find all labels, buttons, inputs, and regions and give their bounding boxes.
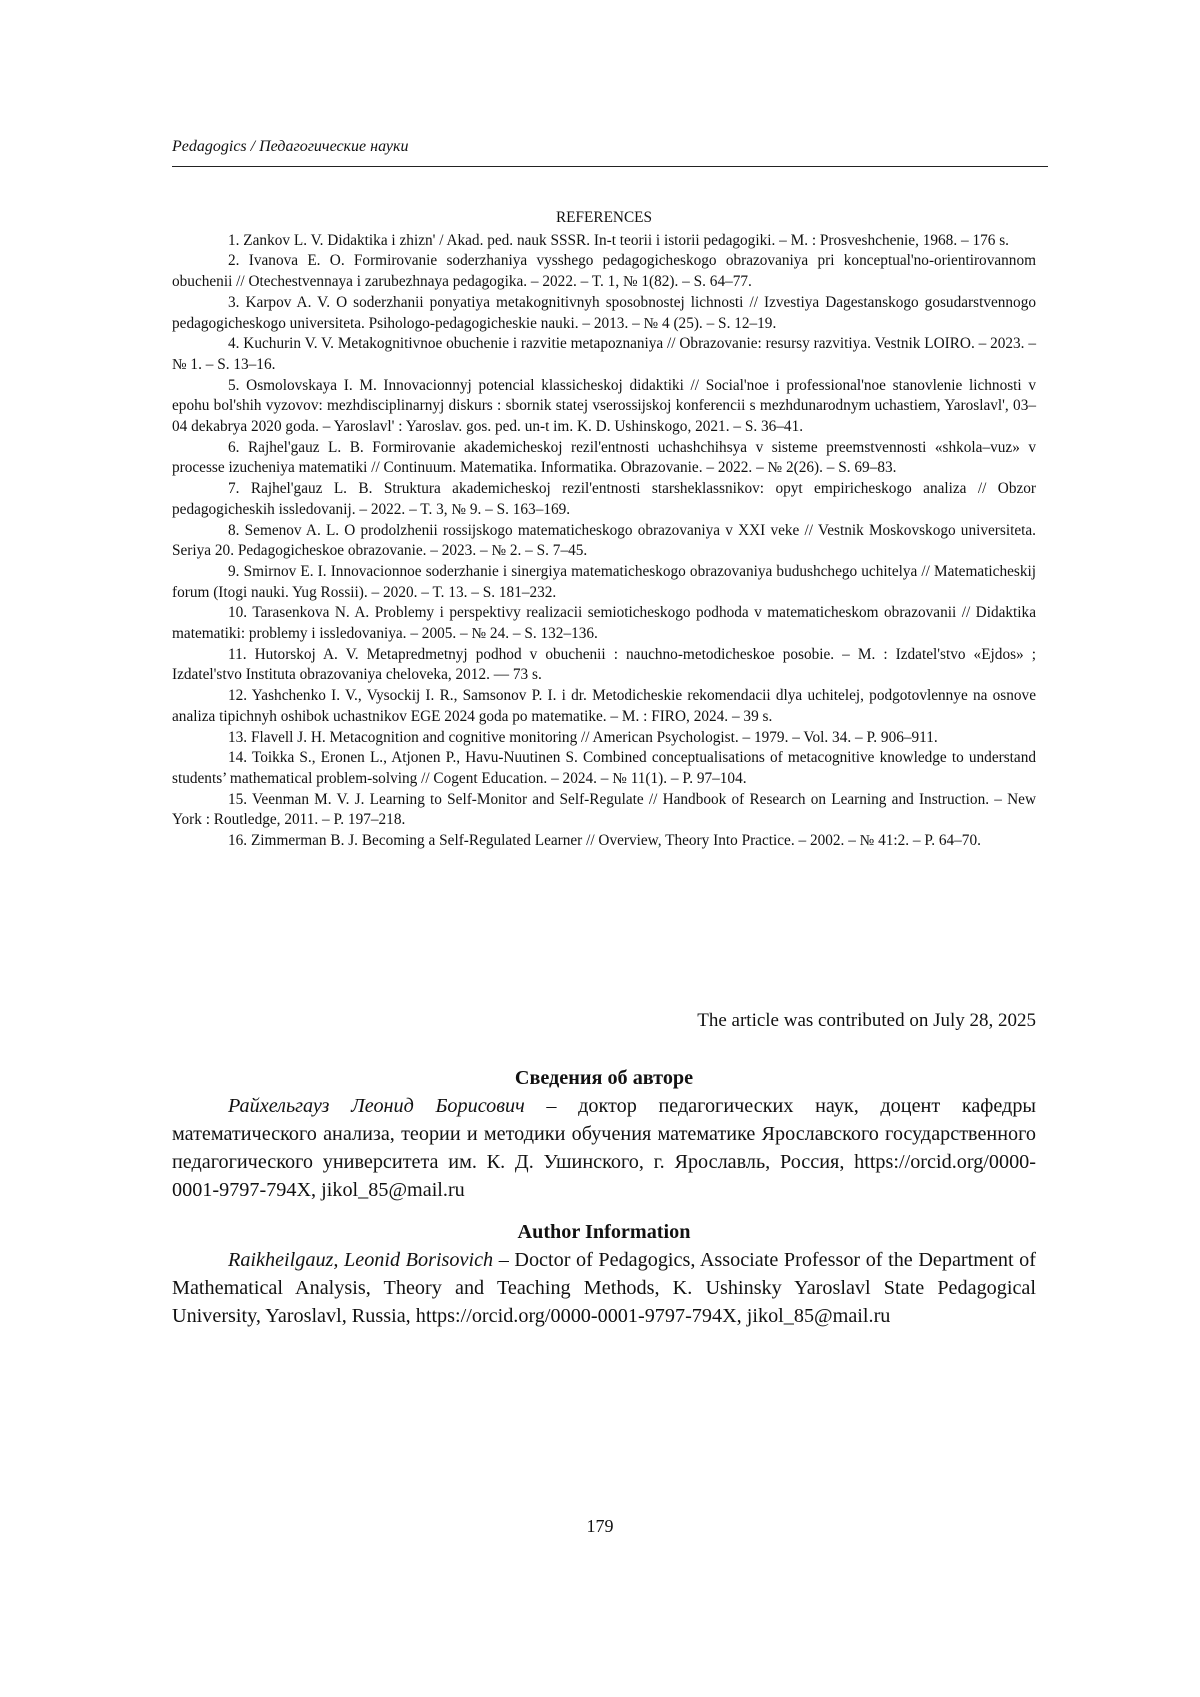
author-name-ru: Райхельгауз Леонид Борисович [228,1095,525,1117]
received-note: The article was contributed on July 28, 2025 [697,1010,1036,1031]
reference-item: 8. Semenov A. L. O prodolzhenii rossijskogo matematicheskogo obrazovaniya v XXI veke // Vestnik Moskovskogo universiteta. Seriya 20. Pedagogicheskoe obrazovanie. – 2023. – № 2. – S. 7–45. [172,521,1036,560]
reference-item: 11. Hutorskoj A. V. Metapredmetnyj podhod v obuchenii : nauchno-metodicheskoe posobie. – M. : Izdatel'stvo «Ejdos» ; Izdatel'stvo Instituta obrazovaniya cheloveka, 2012. — 73 s. [172,645,1036,684]
header-rule [172,166,1048,167]
author-name-en: Raikheilgauz, Leonid Borisovich [228,1249,494,1271]
reference-item: 2. Ivanova E. O. Formirovanie soderzhaniya vysshego pedagogicheskogo obrazovaniya pri konceptual'no-orientirovannom obuchenii // Otechestvennaya i zarubezhnaya pedagogika. – 2022. – T. 1, № 1(82). – S. 64–77. [172,252,1036,291]
reference-item: 7. Rajhel'gauz L. B. Struktura akademicheskoj rezil'entnosti starsheklassnikov: opyt empiricheskogo analiza // Obzor pedagogicheskih issledovanij. – 2022. – T. 3, № 9. – S. 163–169. [172,480,1036,518]
reference-item: 15. Veenman M. V. J. Learning to Self-Monitor and Self-Regulate // Handbook of Research on Learning and Instruction. – New York : Routledge, 2011. – P. 197–218. [172,790,1036,829]
reference-item: 4. Kuchurin V. V. Metakognitivnoe obuchenie i razvitie metapoznaniya // Obrazovanie: resursy razvitiya. Vestnik LOIRO. – 2023. – № 1. – S. 13–16. [172,335,1036,373]
author-info-en [172,1218,1036,1330]
reference-item: 5. Osmolovskaya I. M. Innovacionnyj potencial klassicheskoj didaktiki // Social'noe i professional'noe stanovlenie lichnosti v epohu bol'shih vyzovov: mezhdisciplinarnyj diskurs : sbornik statej vserossijskoj konferencii s mezhdunarodnym uchastiem, Yaroslavl', 03–04 dekabrya 2020 goda. – Yaroslavl' : Yaroslav. gos. ped. un-t im. K. D. Ushinskogo, 2021. – S. 36–41. [172,376,1036,436]
reference-item: 16. Zimmerman B. J. Becoming a Self-Regulated Learner // Overview, Theory Into Practice. – 2002. – № 41:2. – P. 64–70. [228,832,981,850]
reference-item: 12. Yashchenko I. V., Vysockij I. R., Samsonov P. I. i dr. Metodicheskie rekomendacii dlya uchitelej, podgotovlennye na osnove analiza tipichnyh oshibok uchastnikov EGE 2024 goda po matematike. – M. : FIRO, 2024. – 39 s. [172,687,1036,725]
reference-item: 1. Zankov L. V. Didaktika i zhizn' / Akad. ped. nauk SSSR. In-t teorii i istorii pedagogiki. – M. : Prosveshchenie, 1968. – 176 s. [228,231,1009,249]
page-number: 179 [586,1516,614,1536]
reference-item: 9. Smirnov E. I. Innovacionnoe soderzhanie i sinergiya matematicheskogo obrazovaniya budushchego uchitelya // Matematicheskij forum (Itogi nauki. Yug Rossii). – 2020. – T. 13. – S. 181–232. [172,562,1036,601]
author-info-ru-heading: Сведения об авторе [514,1067,694,1089]
author-info-ru-text [172,1092,1036,1204]
reference-item: 14. Toikka S., Eronen L., Atjonen P., Havu-Nuutinen S. Combined conceptualisations of metacognitive knowledge to understand students’ mathematical problem-solving // Cogent Education. – 2024. – № 11(1). – P. 97–104. [172,749,1036,787]
author-bio-ru: – доктор педагогических наук, доцент кафедры математического анализа, теории и методики обучения математике Ярославского государственного педагогического университета им. К. Д. Ушинского, г. Ярославль, Россия, https://orcid.org/0000-0001-9797-794X, jikol_85@mail.ru [172,1095,1036,1201]
reference-item: 3. Karpov A. V. O soderzhanii ponyatiya metakognitivnyh sposobnostej lichnosti // Izvestiya Dagestanskogo gosudarstvennogo pedagogicheskogo universiteta. Psihologo-pedagogicheskie nauki. – 2013. – № 4 (25). – S. 12–19. [172,293,1036,332]
references-section [172,208,1036,852]
reference-item: 13. Flavell J. H. Metacognition and cognitive monitoring // American Psychologist. – 1979. – Vol. 34. – P. 906–911. [228,728,938,746]
running-head: Pedagogics / Педагогические науки [172,138,409,155]
author-info-en-heading: Author Information [517,1221,691,1243]
author-bio-en: – Doctor of Pedagogics, Associate Professor of the Department of Mathematical Analysis, Theory and Teaching Methods, K. Ushinsky Yaroslavl State Pedagogical University, Yaroslavl, Russia, https://orcid.org/0000-0001-9797-794X, jikol_85@mail.ru [172,1249,1037,1327]
reference-item: 6. Rajhel'gauz L. B. Formirovanie akademicheskoj rezil'entnosti uchashchihsya v sisteme preemstvennosti «shkola–vuz» v processe izucheniya matematiki // Continuum. Matematika. Informatika. Obrazovanie. – 2022. – № 2(26). – S. 69–83. [172,438,1036,477]
references-title: REFERENCES [555,209,653,226]
author-info-ru [172,1064,1036,1204]
author-info-en-text [172,1246,1036,1330]
reference-item: 10. Tarasenkova N. A. Problemy i perspektivy realizacii semioticheskogo podhoda v matematicheskom obrazovanii // Didaktika matematiki: problemy i issledovaniya. – 2005. – № 24. – S. 132–136. [172,604,1036,643]
